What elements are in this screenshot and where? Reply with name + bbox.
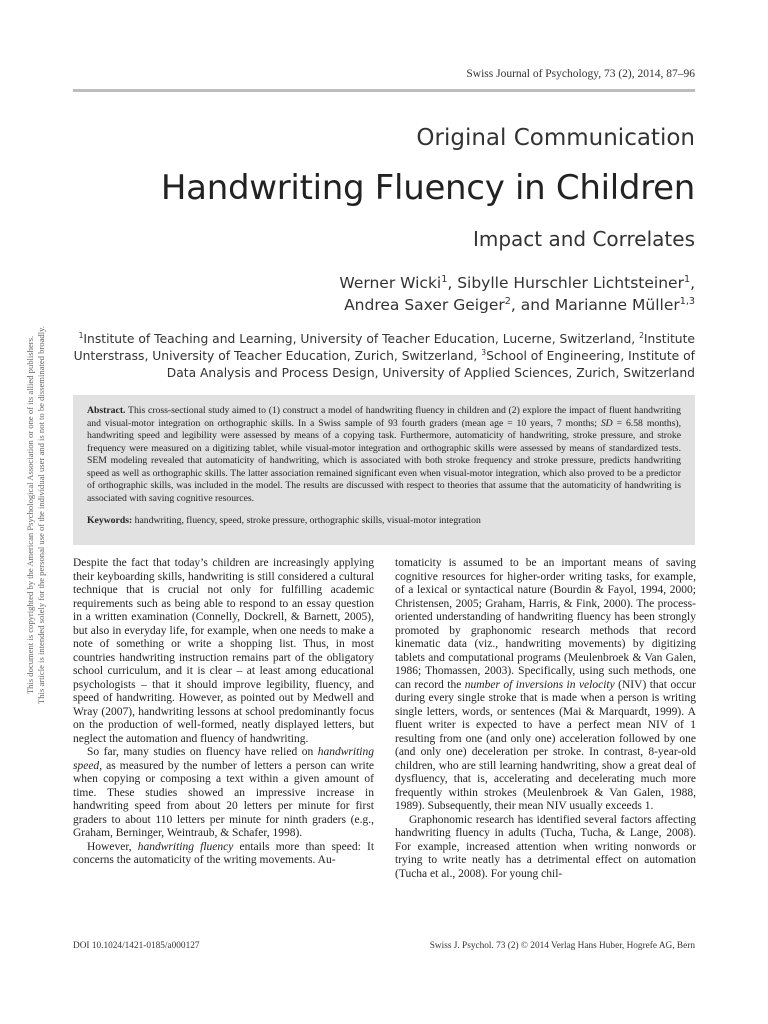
text-run: entails more than speed: It concerns the automaticity of the writing movements. Au-: [73, 840, 375, 866]
author-wicki: Werner Wicki: [339, 274, 442, 292]
body-column-left: [73, 557, 374, 868]
affil-2: Institute Unterstrass, University of Teacher Education, Zurich, Switzerland,: [73, 332, 695, 363]
body-column-right: [395, 557, 696, 881]
author-saxer: Andrea Saxer Geiger: [344, 296, 505, 314]
abstract-part: This cross-sectional study aimed to (1) construct a model of handwriting fluency in children and (2) explore the impact of fluent handwriting and visual-motor integration on orthographic skills. In a Swiss sample of 93 fourth graders (mean age = 10 years, 7 months;: [87, 405, 681, 429]
text-run: , as measured by the number of letters a person can write when copying or composing a text within a given amount of time. These studies showed an impressive increase in handwriting speed from about 20 letters per minute for first graders to about 110 letters per minute for ninth graders (e.g., Graham, Berninger, Weintraub, & Schafer, 1998).: [73, 759, 374, 839]
emphasis: handwriting speed: [73, 746, 374, 772]
sidebar-line-2: This article is intended solely for the personal use of the individual user and is not to be disseminated broadly.: [36, 326, 46, 704]
author-hurschler: , Sibylle Hurschler Lichtsteiner: [447, 274, 684, 292]
paragraph: [73, 746, 374, 841]
author-sup: 1,3: [679, 295, 695, 307]
footer-copyright: Swiss J. Psychol. 73 (2) © 2014 Verlag Hans Huber, Hogrefe AG, Bern: [429, 941, 695, 951]
article-title: Handwriting Fluency in Children: [160, 168, 695, 208]
abstract-text: [87, 405, 681, 505]
paragraph: [73, 841, 374, 868]
author-line-1: [339, 272, 695, 294]
author-sup: 1: [683, 273, 691, 285]
keywords: [87, 515, 681, 528]
affil-3: School of Engineering, Institute of Data Analysis and Process Design, University of Applied Sciences, Zurich, Switzerland: [166, 349, 695, 380]
sidebar-line-1: This document is copyrighted by the American Psychological Association or one of its allied publishers.: [25, 335, 35, 695]
sidebar-text: [25, 300, 47, 730]
author-sep: ,: [690, 274, 695, 292]
affiliations: [65, 331, 695, 382]
section-label: Original Communication: [416, 125, 695, 151]
author-list: [339, 272, 695, 316]
author-line-2: [339, 294, 695, 316]
paragraph: [395, 557, 696, 814]
paragraph: Despite the fact that today’s children are increasingly applying their keyboarding skills, handwriting is still considered a cultural technique that is crucial not only for fulfilling academic requirements such as being able to respond to an essay question in a written examination (Connelly, Dockrell, & Barnett, 2005), but also in everyday life, for example, when one needs to make a note of something or write a shopping list. Thus, in most countries handwriting instruction remains part of the obligatory school curriculum, and it is clear – at least among educational psychologists – that it should improve legibility, fluency, and speed of handwriting. However, as pointed out by Medwell and Wray (2007), handwriting lessons at school predominantly focus on the production of well-formed, neatly displayed letters, but neglect the automation and fluency of handwriting.: [73, 557, 374, 745]
abstract-label: Abstract.: [87, 405, 126, 416]
abstract-box: [73, 395, 695, 545]
paragraph: Graphonomic research has identified several factors affecting handwriting fluency in adults (Tucha, Tucha, & Lange, 2008). For example, increased attention when writing nonwords or trying to write neatly has a detrimental effect on automation (Tucha et al., 2008). For young chil-: [395, 813, 696, 880]
emphasis: handwriting fluency: [137, 840, 234, 853]
keywords-label: Keywords:: [87, 515, 133, 526]
abstract-part: = 6.58 months), handwriting speed and legibility were assessed by means of a copying task. Furthermore, automaticity of handwriting, stroke pressure, and stroke frequency were measured on a digitizing tablet, while visual-motor integration and orthographic skills were assessed by means of standardized tests. SEM modeling revealed that automaticity of handwriting, which is associated with both stroke frequency and stroke pressure, predicts handwriting speed as well as orthographic skills. The latter association remained significant even when visual-motor integration, which also proved to be a predictor of orthographic skills, was included in the model. The results are discussed with respect to theories that assume that the automaticity of handwriting is associated with saving cognitive resources.: [87, 417, 681, 504]
journal-header: Swiss Journal of Psychology, 73 (2), 2014, 87–96: [466, 68, 695, 80]
text-run: tomaticity is assumed to be an important means of saving cognitive resources for higher-order writing tasks, for example, of a lexical or syntactical nature (Bourdin & Fayol, 1994, 2000; Christensen, 2005; Graham, Harris, & Fink, 2000). The process-oriented understanding of handwriting fluency has been strongly promoted by graphonomic research methods that record kinematic data (viz., handwriting movements) by digitizing tablets and computational programs (Meulenbroek & Van Galen, 1986; Thomassen, 2003). Specifically, using such methods, one can record the: [395, 557, 696, 691]
footer-doi: DOI 10.1024/1421-0185/a000127: [73, 941, 200, 951]
header-rule: [73, 89, 695, 92]
abstract-sd: SD: [600, 417, 613, 429]
author-sup: 2: [504, 295, 511, 307]
affil-sup: 1: [78, 330, 84, 340]
affil-sup: 2: [639, 330, 644, 340]
text-run: However,: [87, 840, 138, 853]
emphasis: number of inversions in velocity: [464, 678, 615, 691]
text-run: (NIV) that occur during every single stroke that is made when a person is writing single letters, words, or sentences (Mai & Marquardt, 1999). A fluent writer is expected to have a perfect mean NIV of 1 resulting from one (and only one) acceleration followed by one (and only one) deceleration per stroke. In contrast, 8-year-old children, who are still learning handwriting, show a great deal of dysfluency, that is, accelerating and decelerating much more frequently within strokes (Meulenbroek & Van Galen, 1988, 1989). Subsequently, their mean NIV usually exceeds 1.: [395, 678, 696, 812]
affil-1: Institute of Teaching and Learning, University of Teacher Education, Lucerne, Switzerland,: [83, 332, 640, 346]
text-run: So far, many studies on fluency have relied on: [87, 746, 318, 758]
author-sup: 1: [441, 273, 448, 285]
copyright-sidebar: [24, 300, 48, 730]
keywords-list: handwriting, fluency, speed, stroke pressure, orthographic skills, visual-motor integration: [132, 515, 481, 526]
affil-sup: 3: [481, 347, 487, 357]
author-mueller: , and Marianne Müller: [510, 296, 680, 314]
article-subtitle: Impact and Correlates: [472, 227, 695, 251]
